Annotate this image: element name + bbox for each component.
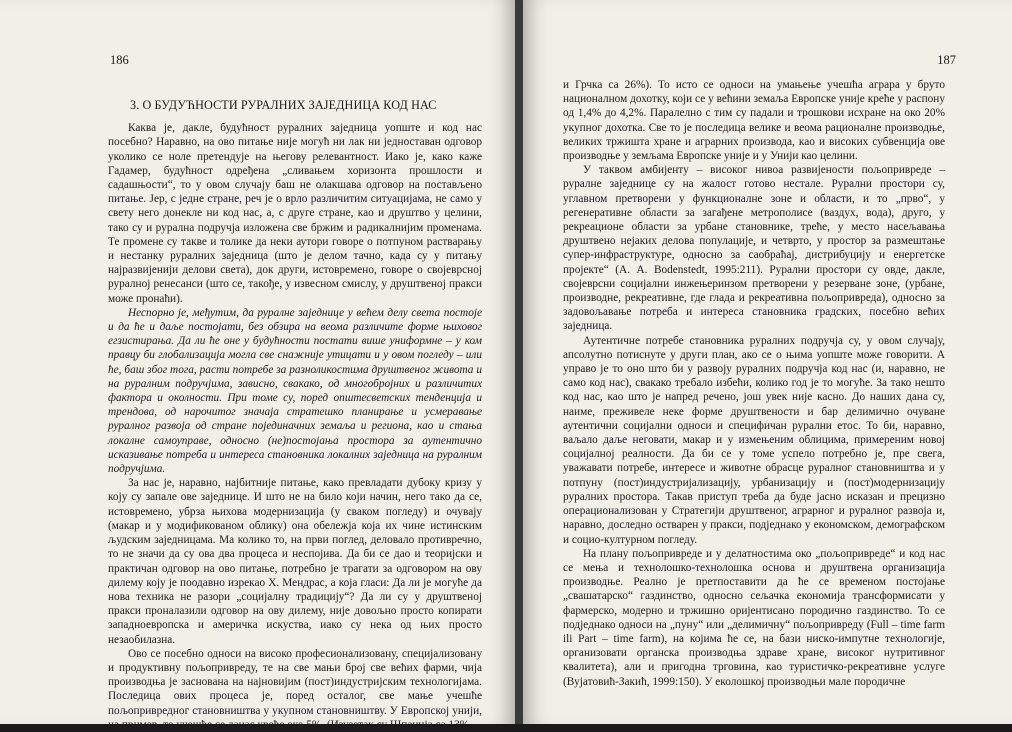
page-number: 187 xyxy=(937,53,956,67)
paragraph: Аутентичне потребе становника руралних подручја су, у овом случају, апсолутно потиснуте у други план, ако се о њима уопште може говорити. А управо је то оно што би у развоју руралних подручја код нас (и, наравно, не само код нас), свакако требало избећи, колико год је то могуће. За тако нешто код нас, као што је напред речено, још увек није касно. До наших дана су, наиме, преживеле неке форме друштвености и бар делимично очуване аутентични социјални односи и специфичан рурални етос. То би, наравно, ваљало даље неговати, макар и у измењеним облицима, примереним новој социјалној реалности. Да би се у томе успело потребно је, пре свега, уважавати потребе, интересе и животне обрасце руралног становништва и у потпуну (пост)индустријализацију, урбанизацију и (пост)модернизацију руралних простора. Такав приступ треба да буде јасно исказан и прецизно операционализован у Стратегији друштвеног, аграрног и руралног развоја и, наравно, доследно остварен у пракси, подједнако у економском, демографском и социо-културном погледу. xyxy=(563,334,945,546)
paragraph: На плану пољопривреде и у делатностима око „пољопривреде“ и код нас се мења и технолошко-технолошка основа и друштвена организација производње. Реално је претпоставити да ће се временом постојање „свашатарско“ газдинство, односно сељачка економија трансформисати у фармерско, модерно и тржишно оријентисано породично газдинство. То се подједнако односи на „пуну“ или „делимичну“ пољопривреду (Full – time farm ili Part – time farm), на којима ће се, на бази нискo-импутне технологије, организовати органска производња здраве хране, високог нутритивног квалитета), али и пригодна трговина, као туристичко-рекреативне услуге (Вујатовић-Закић, 1999:150). У еколошкој производњи мале породичне xyxy=(563,547,945,688)
left-page-body xyxy=(108,98,482,732)
paragraph: За нас је, наравно, најбитније питање, како превладати дубоку кризу у коју су запале ове заједнице. И што не на било који начин, него тако да се, истовремено, убрза њихова модернизација (у сваком погледу) и очувају (макар и у модификованом облику) она обележја која их чине истинским људским заједницама. Ма колико то, на први поглед, деловало противречно, то не значи да су ова два процеса и неспојива. Да би се дао и теоријски и практичан одговор на ово питање, потребно је трагати за одговором на ову дилему коју је поодавно изрекао Х. Мендрас, а која гласи: Да ли је могуће да нова техника не разори „социјалну традицију“? Да ли су у друштвеној пракси проналазили одговор на ову дилему, није довољно просто копирати западноевропска и америчка искуства, иако су нека од њих просто незаобилазна. xyxy=(108,477,482,646)
paragraph: Каква је, дакле, будућност руралних заједница уопште и код нас посебно? Наравно, на ово питање није могућ ни лак ни једноставан одговор уколико се ноле претендује на његову релевантност. Иако је, како каже Гадамер, будућност одређена „сливањем хоризонта прошлости и садашњости“, то у овом случају баш не олакшава одговор на постављено питање. Јер, с једне стране, реч је о врло различитим ситуацијама, не само у свету него донекле ни код нас, а, с друге стране, као и друштво у целини, тако су и рурална подручја изложена све бржим и радикалнијим променама. Те промене су такве и толике да неки аутори говоре о потпуном растварању и нестанку руралних заједница (што је делом тачно, када су у питању најразвијенији делови света), док други, истовремено, говоре о својеврсној руралној ренесанси (што се, такође, у извесном смислу, у друштвеној пракси може пронаћи). xyxy=(108,122,482,305)
paragraph: Ово се посебно односи на високо професионализовану, специјализовану и продуктивну пољопривреду, те на све мањи број све већих фарми, чија производња је заснована на најновијим (пост)индустријским технологијама. Последица ових процеса је, поред осталог, све мање учешће пољопривредног становништва у укупном становништву. У Европској унији, на пример, то учешће се данас креће око 5%. (Изузетак су Шпанија са 13% xyxy=(108,647,482,731)
paragraph: и Грчка са 26%). То исто се односи на умањење учешћа аграра у бруто националном дохотку, који се у већини земаља Европске уније креће у распону од 1,4% до 4,2%. Паралелно с тим су падали и трошкови исхране на око 20% укупног дохотка. Све то је последица велике и веома рационалне производње, великих тржишта хране и аграрних производа, као и високих субвенција ове производње у земљама Европске уније и у Унији као целини. xyxy=(563,79,945,163)
section-heading: 3. О БУДУЋНОСТИ РУРАЛНИХ ЗАЈЕДНИЦА КОД НАС xyxy=(130,98,437,112)
paragraph: У таквом амбијенту – високог нивоа развијености пољопривреде – руралне заједнице су на жалост готово нестале. Рурални простори су, углавном претворени у функционалне зоне и области, и то „прво“, у регенеративне области за загађене метрополисе (ваздух, вода), друго, у рекреационе области за урбане становнике, треће, у место насељавања друштвено нејаких делова популације, и четврто, у простор за размештање супер-инфраструктуре, односно за саобраћај, дистрибуцију и енергетске пројекте“ (А. А. Bodenstedt, 1995:211). Рурални простори су овде, дакле, својеврсни социјални инжењеринзом претворени у резерване зоне, (урбане, производне, рекреативне, где глада и рекреативна пољопривреда), односно за задовољавање потреба и интереса становника градских, посебно већих заједница. xyxy=(563,164,945,333)
page-number: 186 xyxy=(110,53,129,67)
paragraph: Неспорно је, међутим, да руралне заједнице у већем делу света постоје и да ће и даље постојати, без обзира на веома различите форме њиховог егзистирања. Да ли ће оне у будућности постати више униформне – у ком правцу би глобализација могла све снажније утицати и у овом погледу – или ће, баш због тога, расти потребе за разноликостима друштвеног живота и на руралним подручјима, зависно, свакако, од многобројних и различитих фактора и околности. При томе су, поред општесветских тенденција и трендова, од нарочитог значаја стратешко планирање и усмеравање руралног развоја од стране појединачних земаља и региона, као и стања локалне самоуправе, односно (не)постојања простора за аутентично исказивање потреба и интереса становника локалних заједница на руралним подручјима. xyxy=(108,306,482,476)
right-page xyxy=(523,0,1012,724)
right-page-body xyxy=(563,78,945,689)
book-gutter xyxy=(515,0,523,724)
